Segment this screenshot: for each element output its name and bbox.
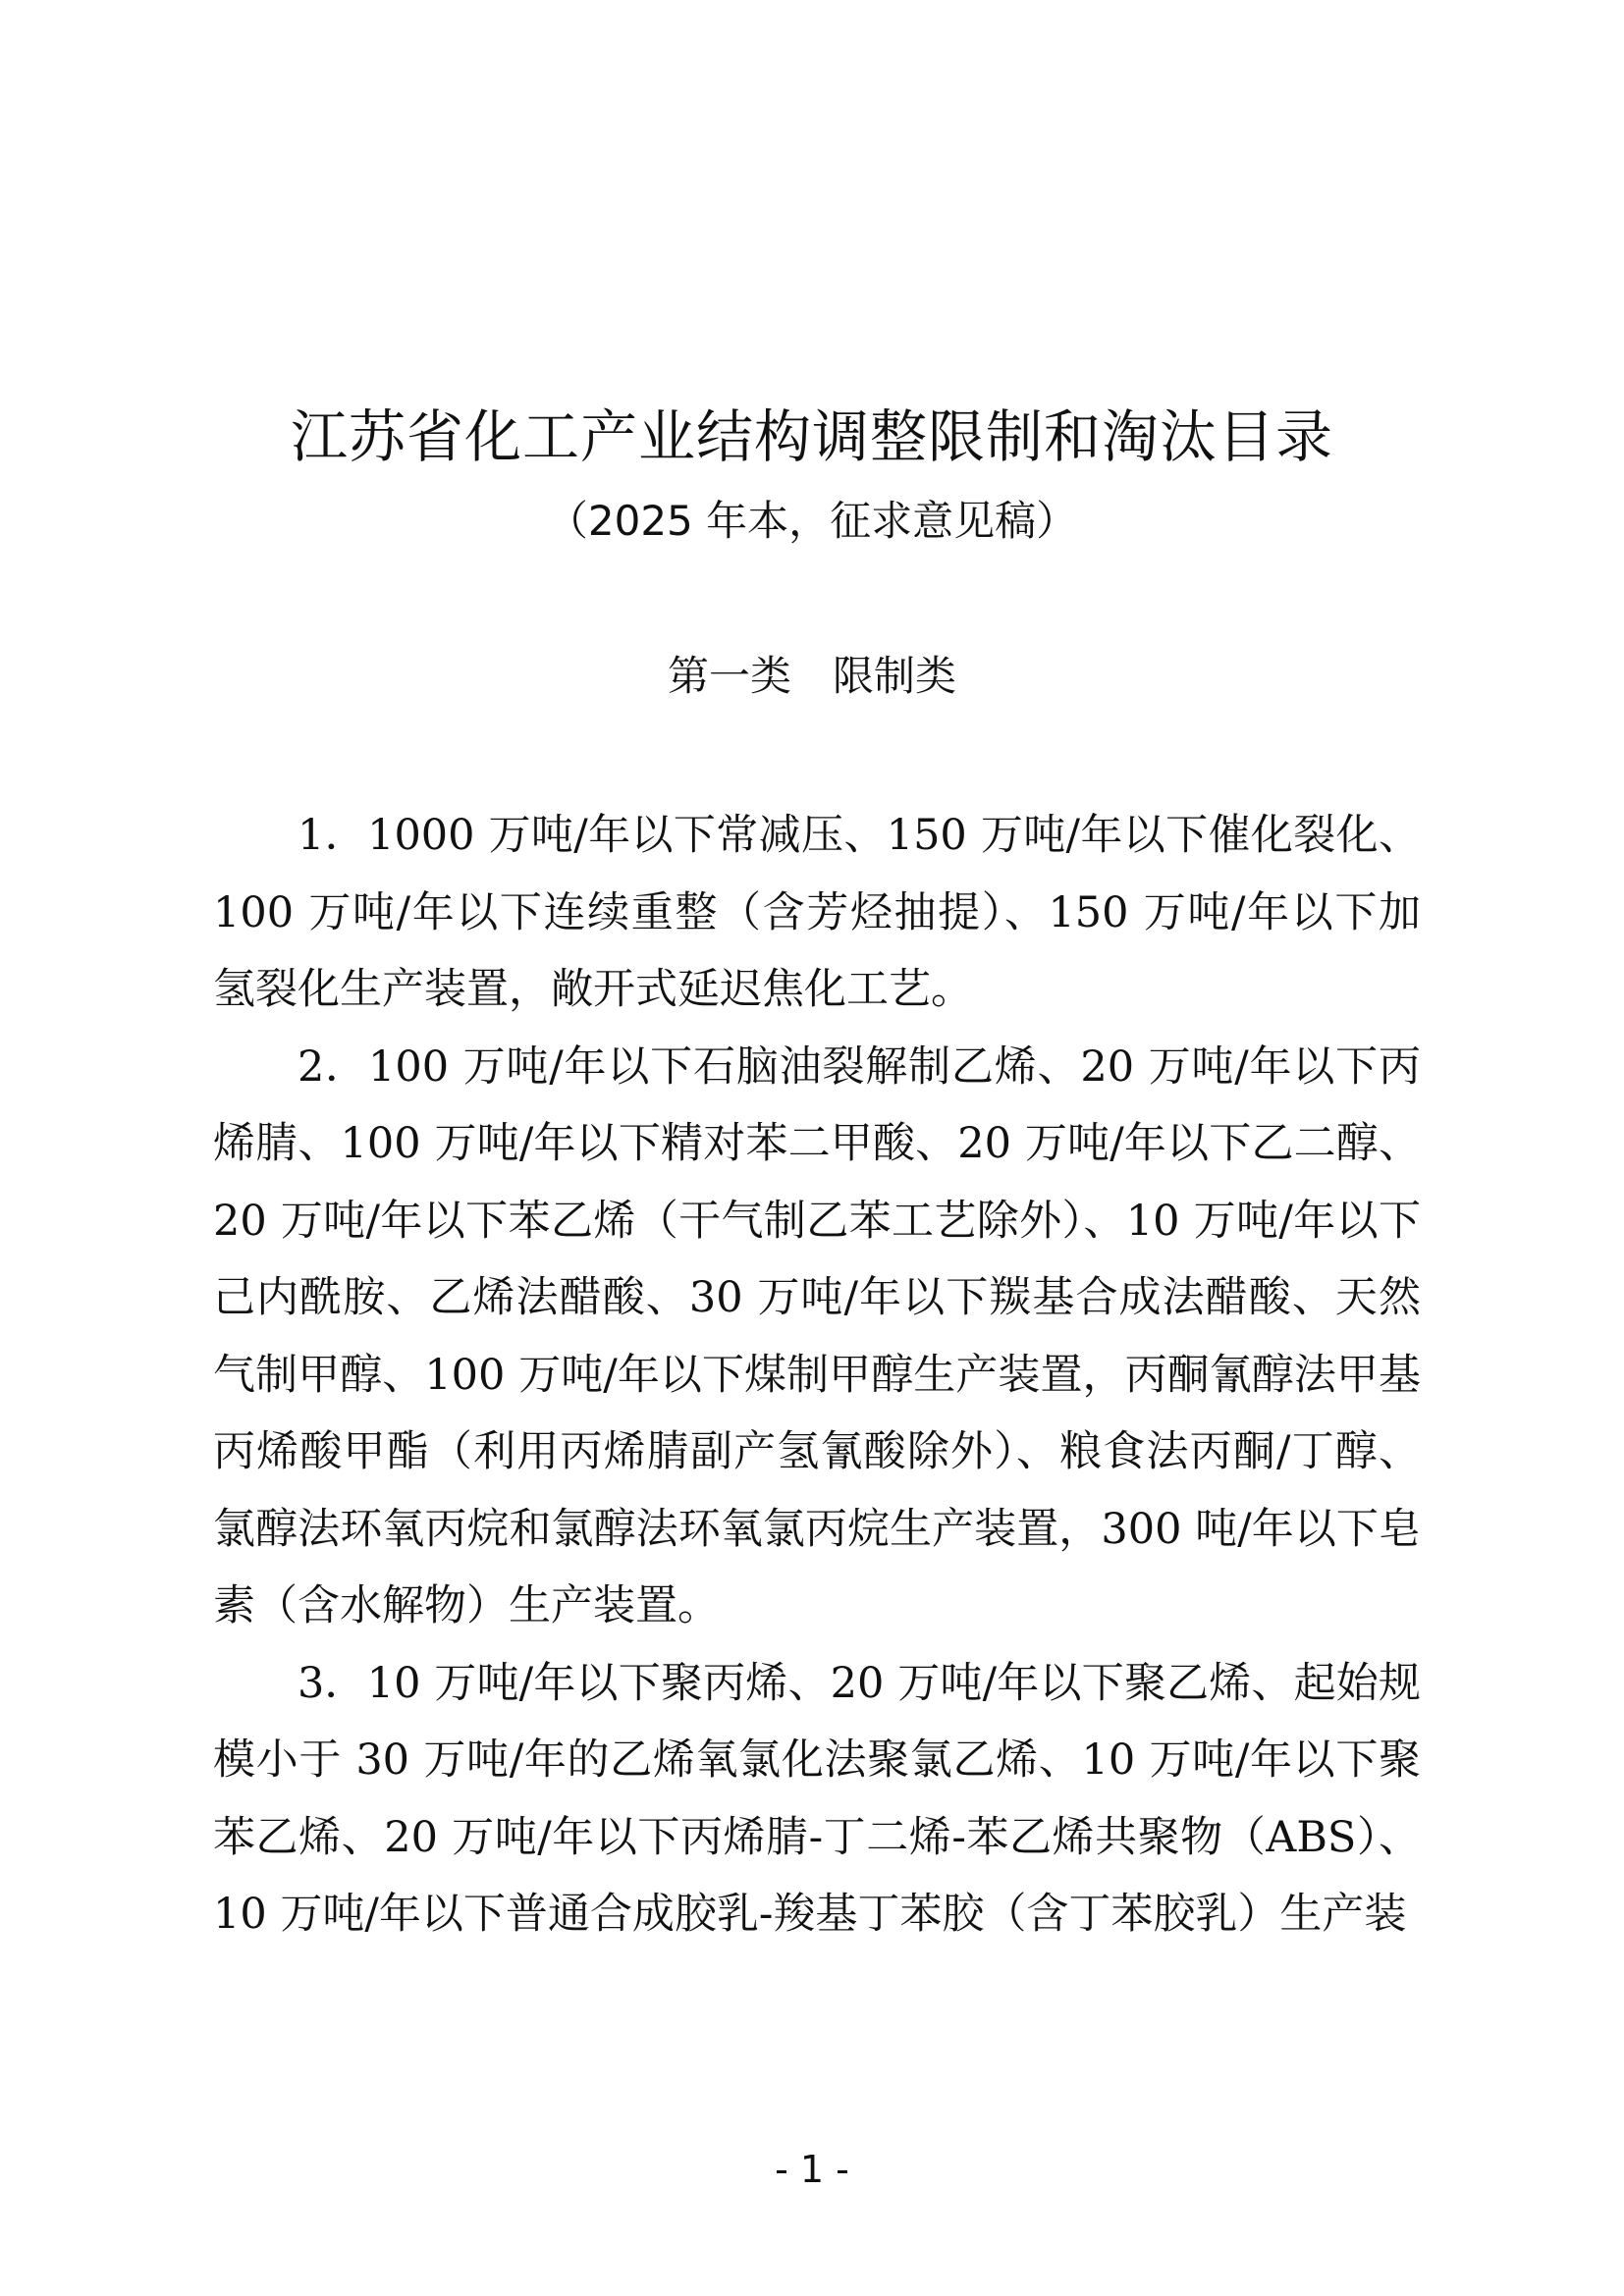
page-number: - 1 - bbox=[775, 2148, 849, 2191]
document-subtitle: （2025 年本，征求意见稿） bbox=[546, 497, 1078, 545]
paragraph-2: 2．100 万吨/年以下石脑油裂解制乙烯、20 万吨/年以下丙烯腈、100 万吨/年以下精对苯二甲酸、20 万吨/年以下乙二醇、20 万吨/年以下苯乙烯（干气制乙苯工艺除外）、10 万吨/年以下己内酰胺、乙烯法醋酸、30 万吨/年以下羰基合成法醋酸、天然气制甲醇、100 万吨/年以下煤制甲醇生产装置，丙酮氰醇法甲基丙烯酸甲酯（利用丙烯腈副产氢氰酸除外）、粮食法丙酮/丁醇、氯醇法环氧丙烷和氯醇法环氧氯丙烷生产装置，300 吨/年以下皂素（含水解物）生产装置。 bbox=[213, 1041, 1421, 1630]
document-title: 江苏省化工产业结构调整限制和淘汰目录 bbox=[290, 403, 1333, 470]
section-heading: 第一类 限制类 bbox=[667, 652, 956, 700]
paragraph-1: 1．1000 万吨/年以下常减压、150 万吨/年以下催化裂化、100 万吨/年以下连续重整（含芳烃抽提）、150 万吨/年以下加氢裂化生产装置，敞开式延迟焦化工艺。 bbox=[213, 811, 1421, 1014]
paragraph-3: 3．10 万吨/年以下聚丙烯、20 万吨/年以下聚乙烯、起始规模小于 30 万吨/年的乙烯氧氯化法聚氯乙烯、10 万吨/年以下聚苯乙烯、20 万吨/年以下丙烯腈-丁二烯-苯乙烯共聚物（ABS）、10 万吨/年以下普通合成胶乳-羧基丁苯胶（含丁苯胶乳）生产装 bbox=[213, 1658, 1421, 1939]
document-body bbox=[213, 797, 1421, 1953]
